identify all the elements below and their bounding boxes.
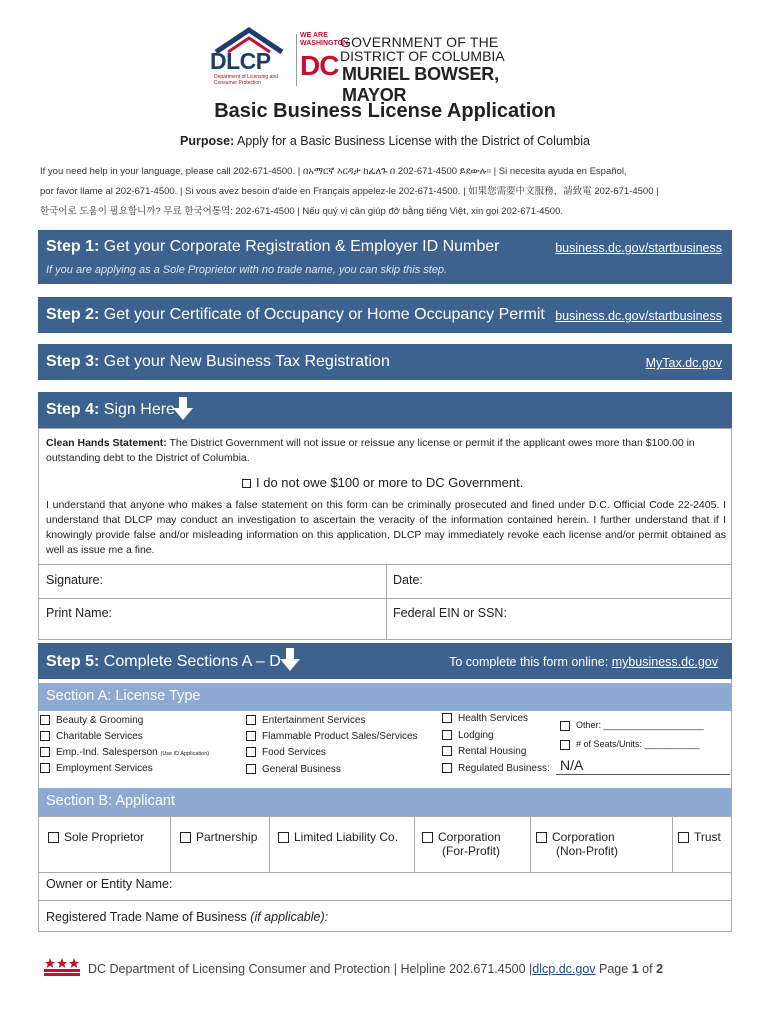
- divider: [170, 816, 171, 872]
- option-label: Corporation: [438, 830, 501, 844]
- checkbox[interactable]: [442, 763, 452, 773]
- step-3-label: [46, 353, 390, 371]
- owner-name-label: Owner or Entity Name:: [46, 877, 173, 891]
- divider: [672, 816, 673, 872]
- checkbox[interactable]: [40, 731, 50, 741]
- trade-name-note: (if applicable):: [250, 910, 329, 924]
- gov-line-1: GOVERNMENT OF THE: [340, 34, 499, 50]
- language-help: [40, 162, 730, 222]
- mayor-line: MURIEL BOWSER, MAYOR: [342, 64, 499, 105]
- option-label: # of Seats/Units: ___________: [576, 739, 700, 749]
- option-label: Sole Proprietor: [64, 830, 145, 844]
- checkbox[interactable]: [442, 713, 452, 723]
- option-label: Regulated Business:: [458, 763, 550, 774]
- owe-checkbox-row[interactable]: [242, 475, 523, 490]
- license-option[interactable]: [40, 715, 143, 726]
- print-name-label: Print Name:: [46, 606, 112, 620]
- license-option[interactable]: [442, 730, 494, 741]
- purpose-label: Purpose:: [180, 134, 235, 148]
- clean-hands-statement: [46, 436, 726, 466]
- owe-label: I do not owe $100 or more to DC Government.: [256, 475, 524, 490]
- step-1-link[interactable]: business.dc.gov/startbusiness: [555, 241, 722, 255]
- option-label: Emp.-Ind. Salesperson: [56, 747, 158, 758]
- date-field[interactable]: [440, 570, 726, 596]
- license-option[interactable]: [246, 764, 341, 775]
- step-5-online: [449, 655, 718, 669]
- checkbox[interactable]: [246, 747, 256, 757]
- divider: [530, 816, 531, 872]
- option-label: Limited Liability Co.: [294, 830, 399, 844]
- option-label: Employment Services: [56, 763, 153, 774]
- purpose: [0, 134, 770, 148]
- step-number: Step 4:: [46, 401, 100, 418]
- checkbox[interactable]: [40, 763, 50, 773]
- license-option[interactable]: [442, 763, 550, 774]
- option-label: Charitable Services: [56, 731, 143, 742]
- applicant-option[interactable]: [422, 830, 501, 858]
- license-option[interactable]: [246, 715, 365, 726]
- language-help-line: If you need help in your language, please call 202-671-4500. | በአማርኛ እርዳታ ከፈለጉ በ 202-671-4500 ይደውሉ። | Si necesita ayuda en Español,: [40, 166, 627, 177]
- understand-text: I understand that anyone who makes a false statement on this form can be criminally prosecuted and fined under D.C. Official Code 22-2405. I understand that DLCP may conduct an investigation to ascertain the veracity of the information contained herein. I further understand that if I knowingly provide false and/or misleading information on this application, DLCP may immediately revoke each license and/or permit obtained as well as issue me a fine.: [46, 499, 726, 556]
- option-label: Trust: [694, 830, 721, 844]
- section-a-title: Section A: License Type: [46, 688, 201, 704]
- option-label: Corporation: [552, 830, 615, 844]
- checkbox[interactable]: [40, 715, 50, 725]
- footer-of: of: [642, 962, 653, 976]
- option-sublabel: (For-Profit): [442, 844, 500, 858]
- step-1-bar: [38, 230, 732, 284]
- applicant-option[interactable]: [48, 830, 144, 844]
- arrow-down-icon: [280, 648, 300, 672]
- divider: [38, 816, 732, 817]
- option-label: General Business: [262, 764, 341, 775]
- license-option[interactable]: [40, 731, 143, 742]
- footer-page-word: Page: [599, 962, 629, 976]
- step-text: Get your Certificate of Occupancy or Home Occupancy Permit: [103, 306, 545, 323]
- step-number: Step 2:: [46, 306, 100, 323]
- applicant-option[interactable]: [180, 830, 257, 844]
- applicant-option[interactable]: [678, 830, 721, 844]
- section-a-header: [38, 683, 732, 711]
- language-help-line: por favor llame al 202-671-4500. | Si vous avez besoin d'aide en Français appelez-le 202-671-4500. | 如果您需要中文服務，請致電 202-671-4500 |: [40, 186, 659, 197]
- purpose-text: Apply for a Basic Business License with the District of Columbia: [237, 134, 590, 148]
- step-text: Complete Sections A – D: [103, 653, 281, 670]
- divider: [38, 598, 732, 599]
- section-b-title: Section B: Applicant: [46, 793, 175, 809]
- header-divider: [296, 34, 297, 86]
- step-2-bar: [38, 297, 732, 333]
- checkbox[interactable]: [678, 832, 689, 843]
- step-5-link[interactable]: mybusiness.dc.gov: [611, 655, 718, 669]
- option-label: Partnership: [196, 830, 258, 844]
- license-option[interactable]: [246, 747, 326, 758]
- option-label: Other: ____________________: [576, 720, 704, 730]
- step-2-link[interactable]: business.dc.gov/startbusiness: [555, 309, 722, 323]
- signature-field[interactable]: [46, 570, 382, 596]
- owner-name-field[interactable]: [186, 874, 726, 896]
- step-number: Step 1:: [46, 238, 100, 255]
- license-option[interactable]: [40, 747, 209, 758]
- option-label: Lodging: [458, 730, 494, 741]
- license-option[interactable]: [442, 746, 526, 757]
- option-label: Entertainment Services: [262, 715, 366, 726]
- checkbox[interactable]: [442, 730, 452, 740]
- seats-units[interactable]: [560, 739, 700, 750]
- divider: [38, 872, 732, 873]
- checkbox[interactable]: [536, 832, 547, 843]
- arrow-down-icon: [173, 397, 193, 421]
- footer-separator: |: [393, 962, 397, 976]
- license-option[interactable]: [442, 713, 528, 724]
- divider: [38, 564, 732, 565]
- trade-name-text: Registered Trade Name of Business: [46, 910, 247, 924]
- step-5-bar: [38, 643, 732, 679]
- option-label: Rental Housing: [458, 746, 527, 757]
- checkbox[interactable]: [180, 832, 191, 843]
- footer-site-link[interactable]: dlcp.dc.gov: [532, 962, 596, 976]
- footer-helpline: Helpline 202.671.4500: [400, 962, 526, 976]
- footer: [88, 962, 663, 976]
- step-4-bar: [38, 392, 732, 428]
- field-divider: [386, 564, 387, 640]
- date-label: Date:: [393, 573, 423, 587]
- option-sublabel: (Non-Profit): [556, 844, 619, 858]
- step-number: Step 5:: [46, 653, 100, 670]
- step-1-note: If you are applying as a Sole Proprietor with no trade name, you can skip this step.: [46, 264, 448, 276]
- step-text: Get your Corporate Registration & Employer ID Number: [103, 238, 500, 255]
- signature-label: Signature:: [46, 573, 103, 587]
- dlcp-subtitle: Department of Licensing and Consumer Protection: [214, 74, 278, 86]
- dlcp-wordmark: DLCP: [210, 48, 271, 74]
- ein-label: Federal EIN or SSN:: [393, 606, 507, 620]
- trade-name-label: [46, 910, 328, 924]
- divider: [269, 816, 270, 872]
- checkbox[interactable]: [560, 740, 570, 750]
- step-4-label: [46, 401, 175, 419]
- clean-hands-label: Clean Hands Statement:: [46, 437, 167, 449]
- checkbox[interactable]: [246, 764, 256, 774]
- applicant-option[interactable]: [278, 830, 398, 844]
- divider: [38, 900, 732, 901]
- footer-page-number: 1: [631, 962, 639, 976]
- divider: [414, 816, 415, 872]
- dc-government-logo: [300, 32, 530, 105]
- gov-line-2: DISTRICT OF COLUMBIA: [340, 48, 505, 64]
- checkbox[interactable]: [560, 721, 570, 731]
- license-option-other[interactable]: [560, 720, 704, 731]
- checkbox[interactable]: [422, 832, 433, 843]
- step-text: Get your New Business Tax Registration: [103, 353, 390, 370]
- applicant-option[interactable]: [536, 830, 618, 858]
- step-3-link[interactable]: MyTax.dc.gov: [645, 356, 722, 370]
- step-3-bar: [38, 344, 732, 380]
- we-are-washington-mark: WE ARE WASHINGTON: [300, 32, 349, 47]
- footer-separator: |: [529, 962, 533, 976]
- footer-dept: DC Department of Licensing Consumer and Protection: [88, 962, 391, 976]
- dc-mark: DC: [300, 50, 339, 81]
- license-option[interactable]: [40, 763, 153, 774]
- checkbox[interactable]: [278, 832, 289, 843]
- step-text: Sign Here: [103, 401, 175, 418]
- owe-checkbox[interactable]: [242, 479, 251, 488]
- option-label: Beauty & Grooming: [56, 715, 144, 726]
- license-option[interactable]: [246, 731, 418, 742]
- online-prefix: To complete this form online:: [449, 655, 609, 669]
- underline: [556, 774, 730, 775]
- option-note: (Use ID Application): [160, 751, 210, 757]
- section-b-header: [38, 788, 732, 816]
- option-label: Food Services: [262, 747, 326, 758]
- footer-page-total: 2: [656, 962, 664, 976]
- language-help-line: 한국어로 도움이 필요합니까? 무료 한국어통역: 202-671-4500 | Nếu quý vị cần giúp đỡ bằng tiếng Việt, xin gọi 202-671-4500.: [40, 206, 564, 217]
- checkbox[interactable]: [246, 731, 256, 741]
- step-2-label: [46, 306, 545, 324]
- option-label: Flammable Product Sales/Services: [262, 731, 418, 742]
- checkbox[interactable]: [246, 715, 256, 725]
- checkbox[interactable]: [40, 747, 50, 757]
- dlcp-logo: [206, 26, 292, 88]
- regulated-business-value[interactable]: N/A: [560, 757, 584, 773]
- step-number: Step 3:: [46, 353, 100, 370]
- checkbox[interactable]: [442, 746, 452, 756]
- option-label: Health Services: [458, 713, 529, 724]
- dc-flag-icon: [44, 956, 80, 976]
- step-5-label: [46, 653, 281, 671]
- step-1-label: [46, 238, 500, 256]
- clean-hands-text: The District Government will not issue or reissue any license or permit if the applicant owes more than $100.00 in outstanding debt to the District of Columbia.: [46, 437, 695, 464]
- print-name-field[interactable]: [120, 602, 382, 628]
- page-title: Basic Business License Application: [214, 100, 556, 122]
- ein-field[interactable]: [510, 602, 726, 628]
- trade-name-field[interactable]: [346, 906, 726, 928]
- checkbox[interactable]: [48, 832, 59, 843]
